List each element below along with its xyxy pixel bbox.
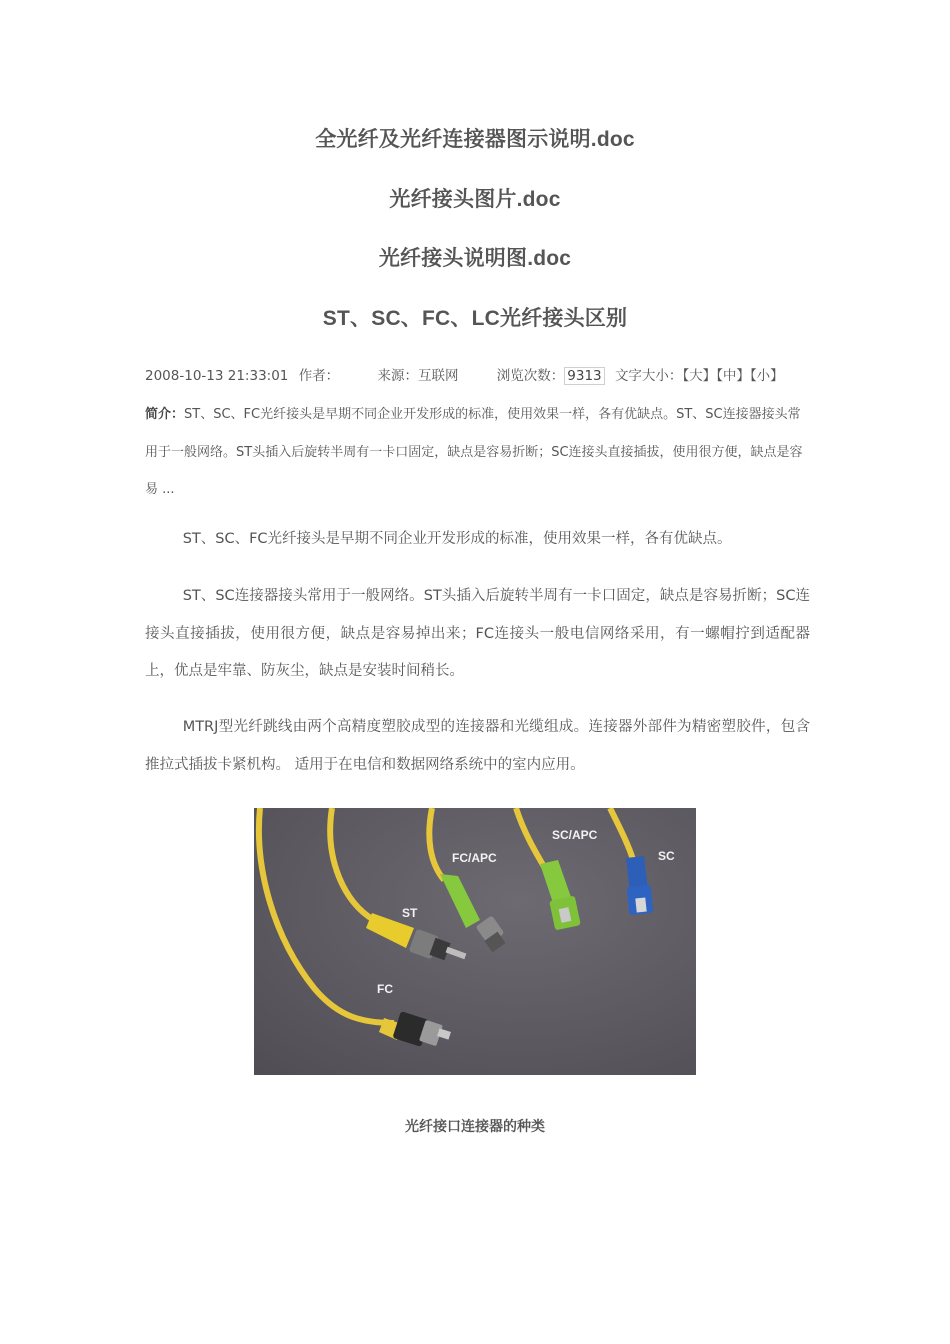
label-sc: SC: [658, 849, 675, 863]
label-fc-apc: FC/APC: [452, 851, 497, 865]
views-label: 浏览次数：: [496, 368, 565, 384]
author-label: 作者：: [298, 368, 340, 384]
connector-photo: [254, 808, 696, 1075]
post-datetime: 2008-10-13 21:33:01: [145, 368, 289, 384]
article-meta: [145, 364, 825, 385]
label-sc-apc: SC/APC: [552, 828, 598, 842]
doc-title-3[interactable]: 光纤接头说明图.doc: [378, 247, 572, 270]
summary-text: ST、SC、FC光纤接头是早期不同企业开发形成的标准，使用效果一样，各有优缺点。ST、SC连接器接头常用于一般网络。ST头插入后旋转半周有一卡口固定，缺点是容易折断；SC连接头直接插拔，使用很方便，缺点是容易 ...: [145, 407, 803, 497]
views-count: 9313: [564, 367, 604, 385]
font-size-large-link[interactable]: 【大】: [682, 368, 717, 384]
article-summary: [145, 396, 810, 509]
font-size-small-link[interactable]: 【小】: [749, 368, 784, 384]
body-paragraph-1: ST、SC、FC光纤接头是早期不同企业开发形成的标准，使用效果一样，各有优缺点。: [182, 531, 732, 547]
body-paragraph-2: ST、SC连接器接头常用于一般网络。ST头插入后旋转半周有一卡口固定，缺点是容易折断；SC连接头直接插拔，使用很方便，缺点是容易掉出来；FC连接头一般电信网络采用，有一螺帽拧到适配器上，优点是牢靠、防灰尘，缺点是安装时间稍长。: [145, 588, 810, 679]
doc-title-1[interactable]: 全光纤及光纤连接器图示说明.doc: [315, 128, 635, 151]
label-fc: FC: [377, 982, 393, 996]
body-paragraph-3: MTRJ型光纤跳线由两个高精度塑胶成型的连接器和光缆组成。连接器外部件为精密塑胶件，包含推拉式插拔卡紧机构。 适用于在电信和数据网络系统中的室内应用。: [145, 719, 810, 773]
connector-illustration: [254, 808, 696, 1075]
article-title: ST、SC、FC、LC光纤接头区别: [322, 307, 628, 330]
font-size-label: 文字大小：: [614, 368, 683, 384]
doc-title-2[interactable]: 光纤接头图片.doc: [389, 188, 561, 211]
summary-label: 简介：: [145, 407, 185, 422]
font-size-medium-link[interactable]: 【中】: [716, 368, 750, 384]
figure-caption: 光纤接口连接器的种类: [405, 1119, 545, 1135]
label-st: ST: [402, 906, 418, 920]
source-label: 来源：互联网: [377, 368, 459, 384]
